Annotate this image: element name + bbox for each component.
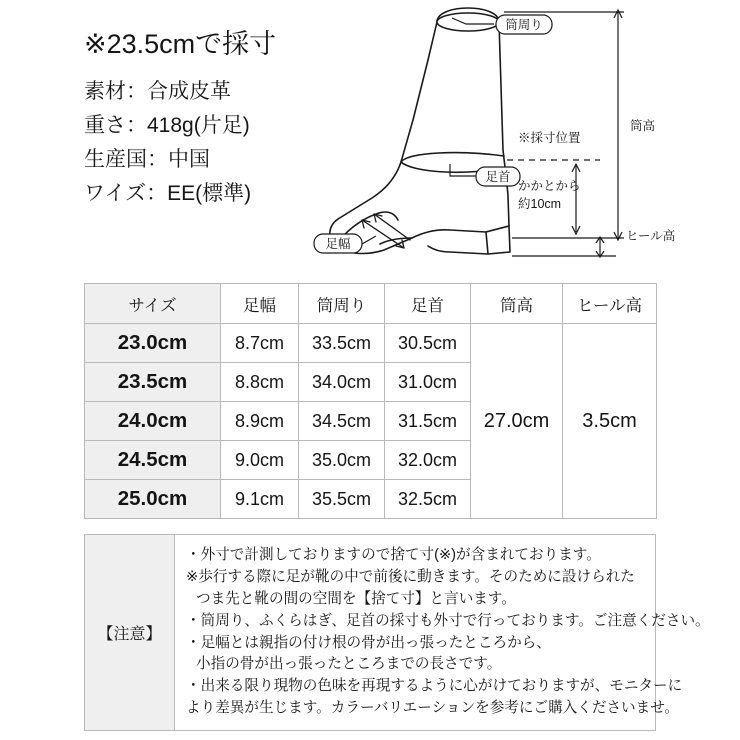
col-header-foot-width: 足幅 bbox=[221, 284, 299, 324]
note-line: ※歩行する際に足が靴の中で前後に動きます。そのために設けられた bbox=[186, 568, 635, 585]
note-line: より差異が生じます。カラーバリエーションを参考にご購入くださいませ。 bbox=[186, 700, 679, 717]
note-line: ・出来る限り現物の色味を再現するように心がけておりますが、モニターに bbox=[186, 678, 683, 695]
label-foot-width: 足幅 bbox=[325, 237, 351, 251]
cell-ankle: 32.0cm bbox=[385, 441, 471, 480]
cell-tube-circumference: 33.5cm bbox=[299, 324, 385, 363]
label-about-10cm: 約10cm bbox=[518, 197, 562, 211]
spec-width: ワイズ：EE(標準) bbox=[84, 182, 252, 206]
col-header-tube-height: 筒高 bbox=[471, 284, 563, 324]
cell-tube-circumference: 34.0cm bbox=[299, 363, 385, 402]
col-header-tube-circumference: 筒周り bbox=[299, 284, 385, 324]
note-line: つま先と靴の間の空間を【捨て寸】と言います。 bbox=[196, 590, 516, 607]
notes-label: 【注意】 bbox=[85, 535, 175, 730]
cell-foot-width: 8.7cm bbox=[221, 324, 299, 363]
label-measure-position: ※採寸位置 bbox=[518, 131, 581, 145]
col-header-ankle: 足首 bbox=[385, 284, 471, 324]
boot-diagram bbox=[300, 0, 740, 278]
spec-material: 素材：合成皮革 bbox=[84, 80, 231, 103]
spec-weight: 重さ：418g(片足) bbox=[84, 114, 250, 138]
label-heel-height: ヒール高 bbox=[626, 229, 676, 243]
note-line: 小指の骨が出っ張ったところまでの長さです。 bbox=[196, 656, 502, 673]
page-title: ※23.5cmで採寸 bbox=[84, 29, 277, 59]
cell-foot-width: 9.0cm bbox=[221, 441, 299, 480]
cell-heel-height: 3.5cm bbox=[563, 324, 657, 519]
cell-ankle: 32.5cm bbox=[385, 480, 471, 519]
col-header-heel-height: ヒール高 bbox=[563, 284, 657, 324]
notes-box bbox=[84, 534, 710, 731]
cell-foot-width: 8.9cm bbox=[221, 402, 299, 441]
label-ankle: 足首 bbox=[485, 170, 511, 184]
notes-body bbox=[175, 535, 718, 730]
cell-ankle: 31.0cm bbox=[385, 363, 471, 402]
note-line: ・足幅とは親指の付け根の骨が出っ張ったところから、 bbox=[186, 634, 551, 651]
cell-tube-circumference: 34.5cm bbox=[299, 402, 385, 441]
label-tube-height: 筒高 bbox=[630, 119, 656, 133]
label-from-heel: かかとから bbox=[518, 179, 581, 193]
cell-foot-width: 9.1cm bbox=[221, 480, 299, 519]
cell-tube-height: 27.0cm bbox=[471, 324, 563, 519]
cell-size: 24.0cm bbox=[85, 402, 221, 441]
cell-size: 25.0cm bbox=[85, 480, 221, 519]
cell-foot-width: 8.8cm bbox=[221, 363, 299, 402]
cell-size: 23.0cm bbox=[85, 324, 221, 363]
table-header-row bbox=[85, 284, 657, 324]
spec-country: 生産国：中国 bbox=[84, 148, 210, 172]
cell-tube-circumference: 35.5cm bbox=[299, 480, 385, 519]
label-tube-circumference: 筒周り bbox=[505, 18, 543, 32]
cell-ankle: 31.5cm bbox=[385, 402, 471, 441]
cell-size: 24.5cm bbox=[85, 441, 221, 480]
note-line: ・外寸で計測しておりますので捨て寸(※)が含まれております。 bbox=[186, 547, 601, 563]
cell-tube-circumference: 35.0cm bbox=[299, 441, 385, 480]
note-line: ・筒周り、ふくらはぎ、足首の採寸も外寸で行っております。ご注意ください。 bbox=[186, 612, 710, 629]
size-table bbox=[84, 283, 657, 519]
cell-size: 23.5cm bbox=[85, 363, 221, 402]
col-header-size: サイズ bbox=[85, 284, 221, 324]
table-row bbox=[85, 324, 657, 363]
cell-ankle: 30.5cm bbox=[385, 324, 471, 363]
